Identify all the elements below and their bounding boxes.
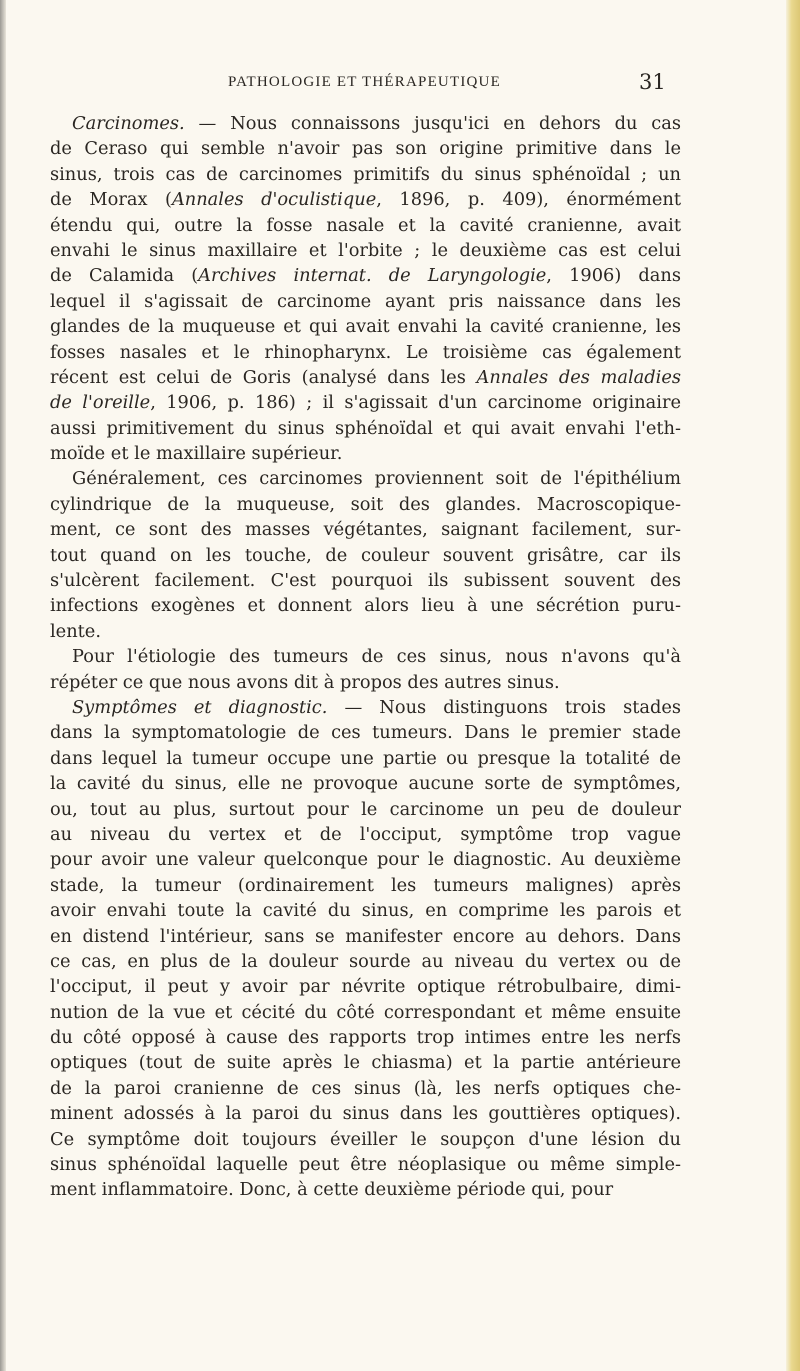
text-line <box>50 263 681 288</box>
italic-term: Annales d'oculistique <box>171 189 377 211</box>
text-line: ou, tout au plus, surtout pour le carcinome un peu de douleur <box>50 798 681 820</box>
text-line: dans la symptomatologie de ces tumeurs. Dans le premier stade <box>50 722 681 744</box>
text-line: répéter ce que nous avons dit à propos des autres sinus. <box>50 671 560 693</box>
text-run: , 1896, p. 409), énormément <box>376 189 681 211</box>
text-run: , 1906) dans <box>546 265 681 287</box>
text-line <box>50 390 681 415</box>
text-line: du côté opposé à cause des rapports trop intimes entre les nerfs <box>50 1027 681 1049</box>
text-line: Généralement, ces carcinomes proviennent soit de l'épithélium <box>72 468 681 490</box>
text-line: l'occiput, il peut y avoir par névrite optique rétrobulbaire, dimi- <box>50 976 681 998</box>
text-line: ce cas, en plus de la douleur sourde au niveau du vertex ou de <box>50 950 681 972</box>
text-line: dans lequel la tumeur occupe une partie ou presque la totalité de <box>50 747 681 769</box>
text-line: tout quand on les touche, de couleur souvent grisâtre, car ils <box>50 544 681 566</box>
text-line: étendu qui, outre la fosse nasale et la cavité cranienne, avait <box>50 214 681 236</box>
text-line: optiques (tout de suite après le chiasma) et la partie antérieure <box>50 1052 681 1074</box>
text-line: lente. <box>50 620 101 642</box>
page-header <box>0 70 800 98</box>
body-text <box>50 111 681 1203</box>
text-line: envahi le sinus maxillaire et l'orbite ; le deuxième cas est celui <box>50 239 681 261</box>
text-line: moïde et le maxillaire supérieur. <box>50 443 343 465</box>
paragraph <box>50 111 681 466</box>
text-line: de la paroi cranienne de ces sinus (là, les nerfs optiques che- <box>50 1077 681 1099</box>
italic-term: Carcinomes. <box>72 113 185 134</box>
text-line: stade, la tumeur (ordinairement les tumeurs malignes) après <box>50 874 681 896</box>
text-line: ment, ce sont des masses végétantes, saignant facilement, sur- <box>50 519 681 541</box>
text-line <box>50 365 681 390</box>
text-line <box>50 187 681 212</box>
text-run: , 1906, p. 186) ; il s'agissait d'un carcinome originaire <box>150 392 681 414</box>
text-line: lequel il s'agissait de carcinome ayant pris naissance dans les <box>50 290 681 312</box>
page-left-edge-shadow <box>0 0 6 1371</box>
running-title: PATHOLOGIE ET THÉRAPEUTIQUE <box>228 74 501 90</box>
text-line: sinus sphénoïdal laquelle peut être néoplasique ou même simple- <box>50 1154 681 1176</box>
text-line: en distend l'intérieur, sans se manifester encore au dehors. Dans <box>50 925 681 947</box>
text-line: glandes de la muqueuse et qui avait envahi la cavité cranienne, les <box>50 316 681 338</box>
text-run: récent est celui de Goris (analysé dans les <box>50 366 477 388</box>
paragraph <box>50 644 681 695</box>
text-line: minent adossés à la paroi du sinus dans les gouttières optiques). <box>50 1103 681 1125</box>
paragraph <box>50 466 681 644</box>
text-line: sinus, trois cas de carcinomes primitifs du sinus sphénoïdal ; un <box>50 163 681 185</box>
text-line: fosses nasales et le rhinopharynx. Le troisième cas également <box>50 341 681 363</box>
text-line: s'ulcèrent facilement. C'est pourquoi ils subissent souvent des <box>50 570 681 592</box>
text-line: au niveau du vertex et de l'occiput, symptôme trop vague <box>50 823 681 845</box>
text-line: avoir envahi toute la cavité du sinus, en comprime les parois et <box>50 900 681 922</box>
text-line: Pour l'étiologie des tumeurs de ces sinus, nous n'avons qu'à <box>72 646 681 668</box>
text-run: de Morax ( <box>50 189 172 211</box>
italic-term: Symptômes et diagnostic. <box>72 696 328 718</box>
text-line <box>50 695 681 720</box>
text-line: nution de la vue et cécité du côté correspondant et même ensuite <box>50 1001 681 1023</box>
page-number: 31 <box>639 70 666 94</box>
text-line: la cavité du sinus, elle ne provoque aucune sorte de symptômes, <box>50 773 681 795</box>
text-line: ment inflammatoire. Donc, à cette deuxième période qui, pour <box>50 1179 614 1201</box>
text-line: Ce symptôme doit toujours éveiller le soupçon d'une lésion du <box>50 1128 681 1150</box>
text-run: — Nous distinguons trois stades <box>327 696 681 718</box>
italic-term: Annales des maladies <box>476 366 681 388</box>
paragraph <box>50 695 681 1203</box>
text-line: infections exogènes et donnent alors lieu à une sécrétion puru- <box>50 595 681 617</box>
text-line: cylindrique de la muqueuse, soit des glandes. Macroscopique- <box>50 493 681 515</box>
text-line <box>50 111 681 136</box>
italic-term: de l'oreille <box>50 392 151 414</box>
text-line: de Ceraso qui semble n'avoir pas son origine primitive dans le <box>50 138 681 160</box>
italic-term: Archives internat. de Laryngologie <box>198 265 547 287</box>
text-line: aussi primitivement du sinus sphénoïdal et qui avait envahi l'eth- <box>50 417 681 439</box>
text-run: — Nous connaissons jusqu'ici en dehors du cas <box>184 113 681 134</box>
page-right-edge-stain <box>786 0 800 1371</box>
text-run: de Calamida ( <box>50 265 199 287</box>
text-line: pour avoir une valeur quelconque pour le diagnostic. Au deuxième <box>50 849 681 871</box>
